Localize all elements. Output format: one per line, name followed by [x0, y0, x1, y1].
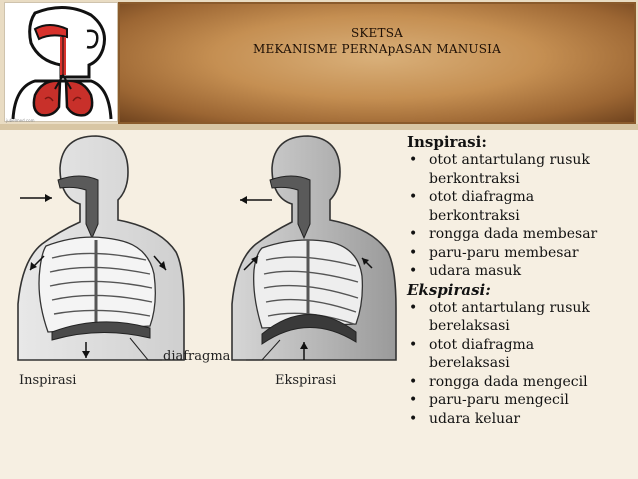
parchment-background: [120, 4, 634, 122]
item-text: rongga dada membesar: [429, 226, 598, 242]
item-text: berkontraksi: [429, 170, 520, 187]
inspirasi-label: Inspirasi: [19, 373, 77, 388]
item-text: otot diafragma: [429, 189, 535, 205]
ekspirasi-heading: Ekspirasi:: [407, 280, 491, 299]
bullet-icon: •: [409, 410, 418, 427]
bullet-icon: •: [409, 373, 418, 390]
header-band: [0, 0, 638, 130]
diafragma-label: diafragma: [163, 349, 231, 364]
bullet-icon: •: [409, 263, 418, 279]
item-text: udara keluar: [429, 410, 521, 427]
respiratory-system-icon: [5, 3, 117, 121]
inspirasi-heading: Inspirasi:: [407, 133, 487, 151]
list-item: [407, 391, 637, 410]
list-item: [407, 299, 637, 336]
list-item: [407, 188, 637, 225]
item-text: otot antartulang rusuk: [429, 299, 590, 316]
list-item: [407, 410, 637, 429]
item-text: otot antartulang rusuk: [429, 152, 590, 168]
list-item: [407, 151, 637, 188]
logo: [4, 2, 118, 122]
list-item: [407, 373, 637, 392]
item-text: berelaksasi: [429, 318, 510, 334]
item-text: udara masuk: [429, 263, 522, 279]
inspiration-torso: [18, 136, 184, 360]
torso-diagrams: [0, 128, 405, 378]
item-text: rongga dada mengecil: [429, 373, 588, 390]
bullet-icon: •: [409, 226, 418, 242]
list-item: [407, 244, 637, 263]
bullet-icon: •: [409, 189, 418, 205]
item-text: otot diafragma: [429, 336, 535, 353]
explanation-text: [407, 133, 637, 428]
list-item: [407, 336, 637, 373]
title-line-1: SKETSA: [350, 26, 404, 40]
item-text: paru-paru membesar: [429, 244, 579, 261]
title-line-2: MEKANISME PERNApASAN MANUSIA: [253, 42, 501, 56]
bullet-icon: •: [409, 392, 418, 408]
bullet-icon: •: [409, 299, 418, 316]
bullet-icon: •: [409, 152, 418, 168]
title-banner: [118, 2, 636, 124]
list-item: [407, 262, 637, 281]
breathing-illustration: [0, 128, 405, 478]
list-item: [407, 225, 637, 244]
bullet-icon: •: [409, 244, 418, 261]
item-text: paru-paru mengecil: [429, 392, 569, 408]
ekspirasi-label: Ekspirasi: [275, 373, 337, 388]
item-text: berelaksasi: [429, 355, 510, 371]
expiration-torso: [232, 136, 396, 360]
logo-credit: jubelmed.com: [6, 118, 35, 123]
item-text: berkontraksi: [429, 207, 520, 224]
bullet-icon: •: [409, 336, 418, 353]
